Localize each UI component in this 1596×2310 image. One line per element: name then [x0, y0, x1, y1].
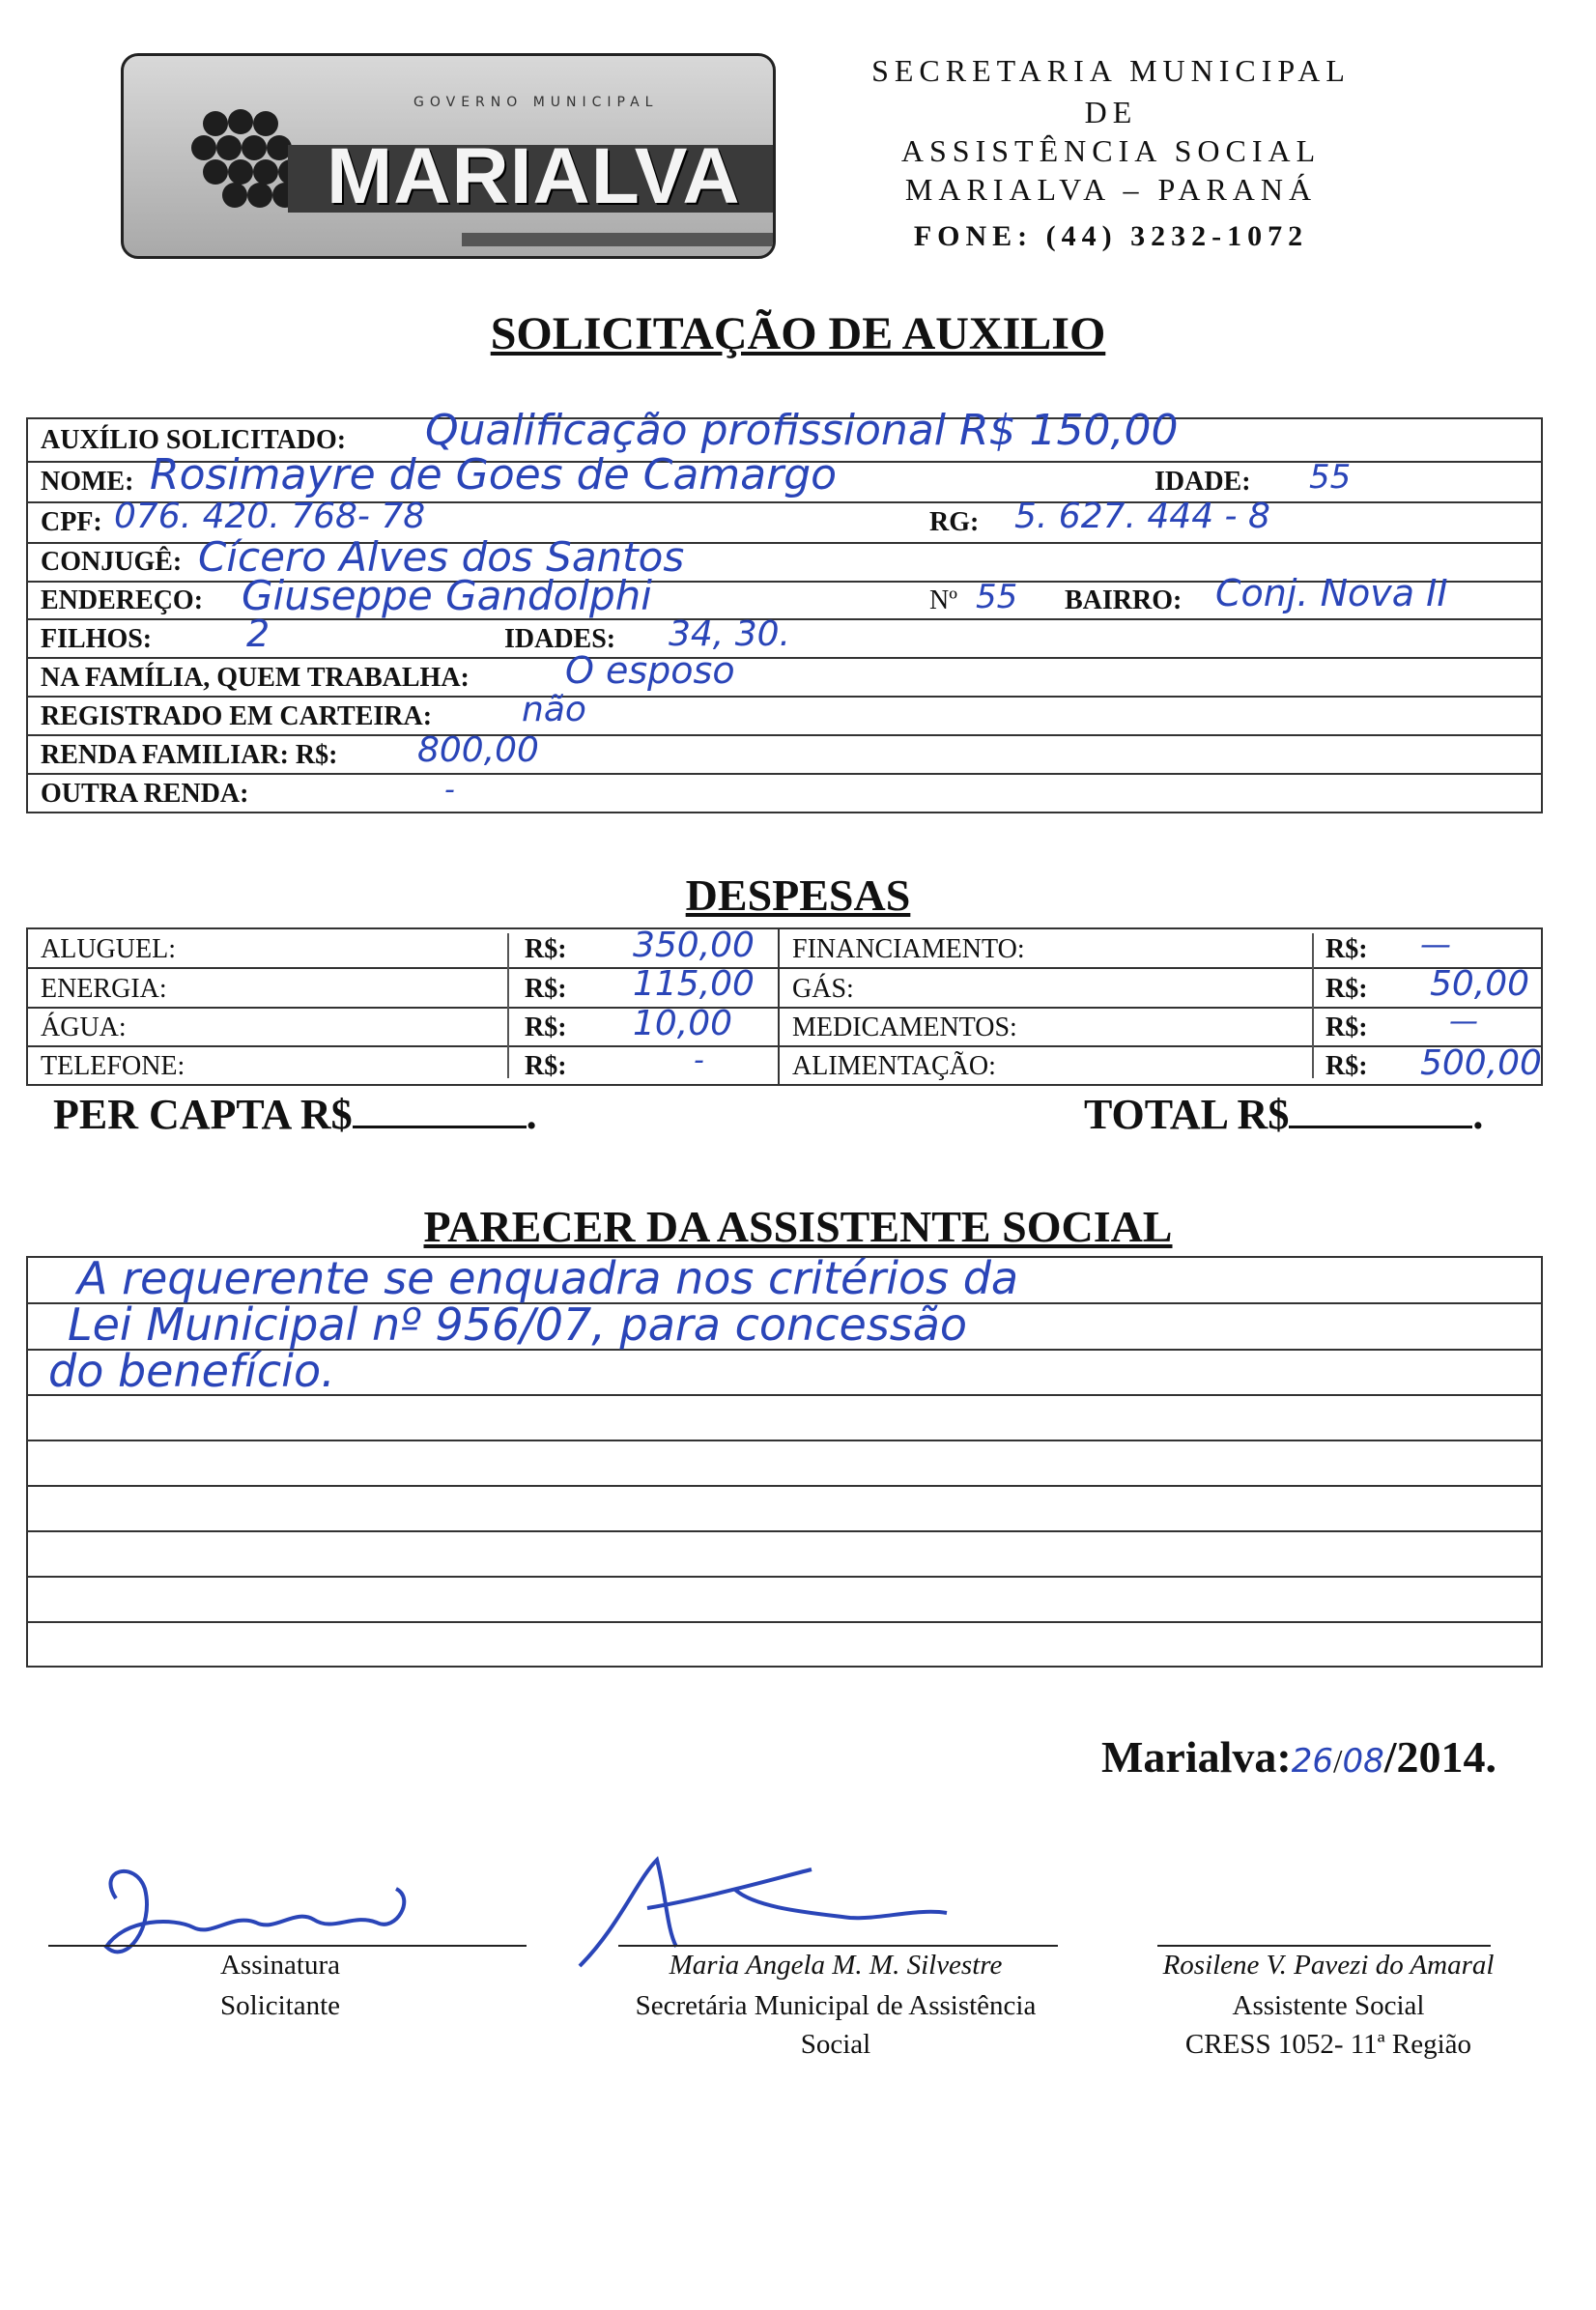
header-line2: DE [1084, 95, 1138, 129]
numero-label: Nº [929, 585, 957, 615]
numero-value: 55 [976, 578, 1018, 616]
trabalha-value: O esposo [565, 649, 735, 692]
conjuge-value: Cícero Alves dos Santos [198, 533, 685, 581]
outra-renda-value: - [444, 773, 455, 807]
per-capta-label: PER CAPTA R$ [53, 1091, 353, 1138]
despesa-agua-label: ÁGUA: [41, 1012, 127, 1042]
date-city-label: Marialva: [1101, 1732, 1292, 1782]
renda-value: 800,00 [417, 730, 539, 770]
social-worker-title: Assistente Social [1232, 1990, 1425, 2021]
despesa-energia-currency: R$: [525, 974, 567, 1004]
despesa-financiamento-label: FINANCIAMENTO: [792, 934, 1025, 964]
applicant-signature-label-2: Solicitante [219, 1990, 341, 2021]
idade-value: 55 [1309, 458, 1352, 497]
nome-value: Rosimayre de Goes de Camargo [150, 450, 838, 499]
renda-label: RENDA FAMILIAR: R$: [41, 740, 338, 770]
header-line3: ASSISTÊNCIA SOCIAL [900, 133, 1322, 168]
despesa-telefone-currency: R$: [525, 1051, 567, 1081]
total-label: TOTAL R$ [1084, 1091, 1290, 1138]
filhos-label: FILHOS: [41, 624, 153, 654]
date-month: 08 [1342, 1742, 1384, 1781]
despesa-gas-currency: R$: [1325, 974, 1368, 1004]
despesa-aluguel-currency: R$: [525, 934, 567, 964]
despesa-energia-value: 115,00 [633, 964, 755, 1004]
rg-value: 5. 627. 444 - 8 [1014, 497, 1270, 536]
despesa-agua-currency: R$: [525, 1012, 567, 1042]
despesa-alimentacao-currency: R$: [1325, 1051, 1368, 1081]
carteira-label: REGISTRADO EM CARTEIRA: [41, 701, 433, 731]
despesa-alimentacao-value: 500,00 [1420, 1043, 1542, 1083]
applicant-signature-line [48, 1945, 527, 1947]
header-line4: MARIALVA – PARANÁ [904, 172, 1318, 207]
idades-value: 34, 30. [669, 614, 790, 654]
header-line1: SECRETARIA MUNICIPAL [871, 53, 1351, 88]
endereco-value: Giuseppe Gandolphi [242, 572, 652, 619]
header-phone: FONE: (44) 3232-1072 [913, 220, 1309, 252]
rg-label: RG: [929, 507, 980, 537]
despesa-alimentacao-label: ALIMENTAÇÃO: [792, 1051, 996, 1081]
despesas-title: DESPESAS [685, 870, 911, 920]
despesa-gas-value: 50,00 [1430, 964, 1530, 1004]
parecer-line-3: do benefício. [48, 1345, 335, 1397]
bairro-label: BAIRRO: [1065, 585, 1183, 615]
logo-main-text: MARIALVA [327, 132, 741, 220]
logo-stripe [462, 233, 776, 246]
despesa-telefone-label: TELEFONE: [41, 1051, 185, 1081]
date-day: 26 [1291, 1742, 1333, 1781]
form-title: SOLICITAÇÃO DE AUXILIO [490, 308, 1106, 359]
secretary-title-1: Secretária Municipal de Assistência [635, 1990, 1037, 2021]
despesa-financiamento-currency: R$: [1325, 934, 1368, 964]
date-line: Marialva:26/08/2014. [1101, 1732, 1496, 1782]
secretary-title-2: Social [800, 2029, 871, 2060]
parecer-line-2: Lei Municipal nº 956/07, para concessão [68, 1298, 968, 1351]
despesa-aluguel-value: 350,00 [633, 926, 755, 965]
social-worker-signature-line [1157, 1945, 1491, 1947]
despesa-telefone-value: - [694, 1043, 704, 1077]
municipal-logo [121, 53, 776, 259]
endereco-label: ENDEREÇO: [41, 585, 204, 615]
social-worker-name: Rosilene V. Pavezi do Amaral [1162, 1950, 1495, 1981]
trabalha-label: NA FAMÍLIA, QUEM TRABALHA: [41, 663, 470, 693]
applicant-signature-label-1: Assinatura [219, 1950, 341, 1981]
despesa-aluguel-label: ALUGUEL: [41, 934, 176, 964]
total: TOTAL R$ . [1084, 1091, 1484, 1138]
idades-label: IDADES: [504, 624, 616, 654]
despesa-medicamentos-currency: R$: [1325, 1012, 1368, 1042]
despesa-medicamentos-label: MEDICAMENTOS: [792, 1012, 1017, 1042]
cpf-label: CPF: [41, 507, 102, 537]
carteira-value: não [522, 690, 586, 729]
bairro-value: Conj. Nova II [1215, 572, 1448, 614]
logo-top-text: GOVERNO MUNICIPAL [413, 95, 659, 110]
date-year: /2014. [1383, 1732, 1496, 1782]
nome-label: NOME: [41, 467, 134, 497]
despesa-financiamento-value: — [1420, 926, 1451, 962]
despesa-medicamentos-value: — [1449, 1005, 1478, 1039]
despesa-gas-label: GÁS: [792, 974, 854, 1004]
secretary-name: Maria Angela M. M. Silvestre [669, 1950, 1003, 1981]
parecer-line-1: A requerente se enquadra nos critérios da [77, 1252, 1019, 1304]
per-capta: PER CAPTA R$ . [53, 1091, 537, 1138]
secretary-signature-line [618, 1945, 1058, 1947]
cpf-value: 076. 420. 768- 78 [114, 497, 426, 536]
despesa-energia-label: ENERGIA: [41, 974, 167, 1004]
parecer-title: PARECER DA ASSISTENTE SOCIAL [423, 1202, 1173, 1251]
filhos-value: 2 [246, 613, 271, 655]
crest-icon [539, 257, 568, 259]
outra-renda-label: OUTRA RENDA: [41, 779, 249, 809]
auxilio-value: Qualificação profissional R$ 150,00 [425, 406, 1179, 455]
social-worker-cress: CRESS 1052- 11ª Região [1184, 2029, 1472, 2060]
auxilio-label: AUXÍLIO SOLICITADO: [41, 425, 347, 455]
despesa-agua-value: 10,00 [633, 1004, 733, 1043]
conjuge-label: CONJUGÊ: [41, 547, 183, 577]
idade-label: IDADE: [1154, 467, 1251, 497]
